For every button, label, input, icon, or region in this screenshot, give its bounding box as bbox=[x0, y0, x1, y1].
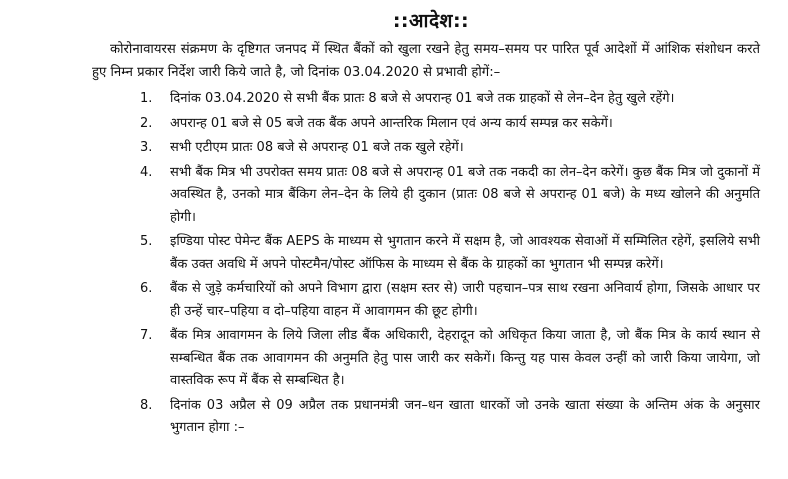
item-number: 6. bbox=[140, 281, 153, 296]
item-number: 5. bbox=[140, 234, 153, 249]
list-item bbox=[58, 395, 760, 440]
list-item bbox=[58, 88, 760, 111]
list-item bbox=[58, 137, 760, 160]
item-number: 7. bbox=[140, 328, 153, 343]
item-text: सभी एटीएम प्रातः 08 बजे से अपरान्ह 01 बजे तक खुले रहेगें। bbox=[170, 140, 464, 155]
item-number: 2. bbox=[140, 115, 153, 131]
item-number: 3. bbox=[140, 140, 153, 155]
list-item bbox=[58, 278, 760, 323]
item-text: दिनांक 03 अप्रैल से 09 अप्रैल तक प्रधानमंत्री जन–धन खाता धारकों जो उनके खाता संख्या के अन्तिम अंक के अनुसार भुगतान होगा :– bbox=[170, 397, 760, 435]
order-list bbox=[58, 88, 760, 440]
list-item bbox=[58, 231, 760, 276]
item-text: दिनांक 03.04.2020 से सभी बैंक प्रातः 8 बजे से अपरान्ह 01 बजे तक ग्राहकों से लेन–देन हेतु खुले रहेंगे। bbox=[170, 91, 675, 106]
item-number: 1. bbox=[140, 91, 153, 106]
item-number: 8. bbox=[140, 397, 153, 413]
list-item bbox=[58, 113, 760, 136]
item-number: 4. bbox=[140, 164, 153, 180]
item-text: अपरान्ह 01 बजे से 05 बजे तक बैंक अपने आन्तरिक मिलान एवं अन्य कार्य सम्पन्न कर सकेगें। bbox=[170, 115, 613, 131]
list-item bbox=[58, 325, 760, 393]
order-title: ::आदेश:: bbox=[392, 10, 470, 32]
intro-paragraph: कोरोनावायरस संक्रमण के दृष्टिगत जनपद में स्थित बैंकों को खुला रखने हेतु समय–समय पर पारित पूर्व आदेशों में आंशिक संशोधन करते हुए निम्न प्रकार निर्देश जारी किये जाते है, जो दिनांक 03.04.2020 से प्रभावी होगें:– bbox=[92, 42, 760, 80]
item-text: सभी बैंक मित्र भी उपरोक्त समय प्रातः 08 बजे से अपरान्ह 01 बजे तक नकदी का लेन–देन करेगें। कुछ बैंक मित्र जो दुकानों में अवस्थित है, उनको मात्र बैंकिग लेन–देन के लिये ही दुकान (प्रातः 08 बजे से अपरान्ह 01 बजे) के मध्य खोलने की अनुमति होगी। bbox=[170, 164, 760, 225]
item-text: बैंक मित्र आवागमन के लिये जिला लीड बैंक अधिकारी, देहरादून को अधिकृत किया जाता है, जो बैंक मित्र के कार्य स्थान से सम्बन्धित बैंक तक आवागमन की अनुमति हेतु पास जारी कर सकेगें। किन्तु यह पास केवल उन्हीं को जारी किया जायेगा, जो वास्तविक रूप में बैंक से सम्बन्धित है। bbox=[170, 328, 760, 388]
item-text: बैंक से जुड़े कर्मचारियों को अपने विभाग द्वारा (सक्षम स्तर से) जारी पहचान–पत्र साथ रखना अनिवार्य होगा, जिसके आधार पर ही उन्हें चार–पहिया व दो–पहिया वाहन में आवागमन की छूट होगी। bbox=[170, 281, 760, 319]
item-text: इण्डिया पोस्ट पेमेन्ट बैंक AEPS के माध्यम से भुगतान करने में सक्षम है, जो आवश्यक सेवाओं में सम्मिलित रहेगें, इसलिये सभी बैंक उक्त अवधि में अपने पोस्टमैन/पोस्ट ऑफिस के माध्यम से बैंक के ग्राहकों का भुगतान भी सम्पन्न करेगें। bbox=[170, 234, 760, 272]
list-item bbox=[58, 162, 760, 230]
